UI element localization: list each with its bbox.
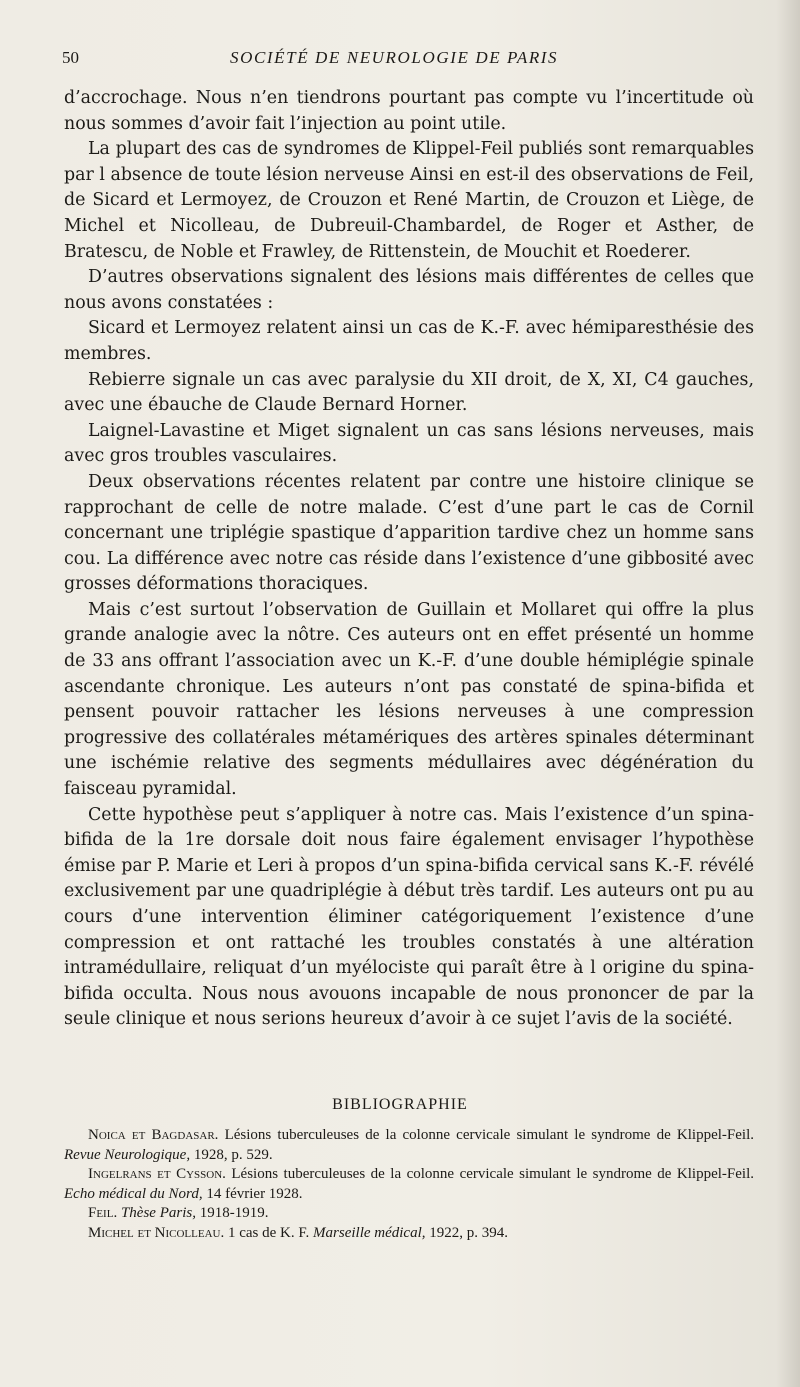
bib-text: Lésions tuberculeuses de la colonne cervicale simulant le syndrome de Klippel-Feil. (218, 1127, 754, 1143)
bib-details: 1922, p. 394. (425, 1224, 509, 1241)
bib-source: Marseille médical, (313, 1224, 426, 1241)
paragraph: d’accrochage. Nous n’en tiendrons pourtant pas compte vu l’incertitude où nous sommes d’avoir fait l’injection au point utile. (64, 88, 754, 134)
bib-details: 14 février 1928. (202, 1185, 303, 1202)
paragraph: Cette hypothèse peut s’appliquer à notre cas. Mais l’existence d’un spina-bifida de la 1re dorsale doit nous faire également envisager l’hypothèse émise par P. Marie et Leri à propos d’un spina-bifida cervical sans K.-F. révélé exclusivement par une quadriplégie à début très tardif. Les auteurs ont pu au cours d’une intervention éliminer catégoriquement l’existence d’une compression et ont rattaché les troubles constatés à une altération intramédullaire, reliquat d’un myélociste qui paraît être à l origine du spina-bifida occulta. Nous nous avouons incapable de nous prononcer de par la seule clinique et nous serions heureux d’avoir à ce sujet l’avis de la société. (64, 804, 754, 1030)
bibliography-entry (64, 1204, 754, 1224)
bibliography-title: BIBLIOGRAPHIE (332, 1096, 468, 1113)
bib-source: Revue Neurologique, (64, 1146, 191, 1163)
page-header (62, 48, 762, 72)
bib-authors: Michel et Nicolleau. (88, 1224, 225, 1241)
running-title: SOCIÉTÉ DE NEUROLOGIE DE PARIS (230, 48, 559, 67)
bibliography (64, 1126, 754, 1243)
page-number: 50 (62, 48, 79, 67)
bib-details: 1928, p. 529. (190, 1146, 273, 1163)
paragraph: D’autres observations signalent des lésions mais différentes de celles que nous avons constatées : (64, 267, 754, 313)
bibliography-entry (64, 1224, 754, 1244)
bib-source: Thèse Paris, (120, 1205, 196, 1221)
bib-authors: Ingelrans et Cysson. (88, 1166, 226, 1182)
paragraph: Mais c’est surtout l’observation de Guillain et Mollaret qui offre la plus grande analogie avec la nôtre. Ces auteurs ont en effet présenté un homme de 33 ans offrant l’association avec un K.-F. d’une double hémiplégie spinale ascendante chronique. Les auteurs n’ont pas constaté de spina-bifida et pensent pouvoir rattacher les lésions nerveuses à une compression progressive des collatérales métamériques des artères spinales déterminant une ischémie relative des segments médullaires avec dégénération du faisceau pyramidal. (64, 599, 754, 800)
bibliography-entry (64, 1165, 754, 1204)
paragraph: Rebierre signale un cas avec paralysie du XII droit, de X, XI, C4 gauches, avec une ébauche de Claude Bernard Horner. (64, 369, 754, 416)
body-text (64, 86, 754, 1033)
bib-details: 1918-1919. (195, 1205, 269, 1221)
bib-authors: Feil. (88, 1205, 118, 1221)
bibliography-entry (64, 1126, 754, 1165)
paragraph: Deux observations récentes relatent par contre une histoire clinique se rapprochant de celle de notre malade. C’est d’une part le cas de Cornil concernant une triplégie spastique d’apparition tardive chez un homme sans cou. La différence avec notre cas réside dans l’existence d’une gibbosité avec grosses déformations thoraciques. (64, 471, 754, 595)
paragraph: La plupart des cas de syndromes de Klippel-Feil publiés sont remarquables par l absence de toute lésion nerveuse Ainsi en est-il des observations de Feil, de Sicard et Lermoyez, de Crouzon et René Martin, de Crouzon et Liège, de Michel et Nicolleau, de Dubreuil-Chambardel, de Roger et Asther, de Bratescu, de Noble et Frawley, de Rittenstein, de Mouchit et Roederer. (64, 139, 754, 262)
paragraph: Sicard et Lermoyez relatent ainsi un cas de K.-F. avec hémiparesthésie des membres. (64, 318, 754, 364)
bib-source: Echo médical du Nord, (64, 1185, 203, 1202)
bib-text: Lésions tuberculeuses de la colonne cervicale simulant le syndrome de Klippel-Feil. (225, 1166, 754, 1182)
bib-text: 1 cas de K. F. (224, 1224, 314, 1241)
bib-authors: Noica et Bagdasar. (88, 1127, 219, 1143)
paragraph: Laignel-Lavastine et Miget signalent un cas sans lésions nerveuses, mais avec gros troubles vasculaires. (64, 420, 754, 467)
